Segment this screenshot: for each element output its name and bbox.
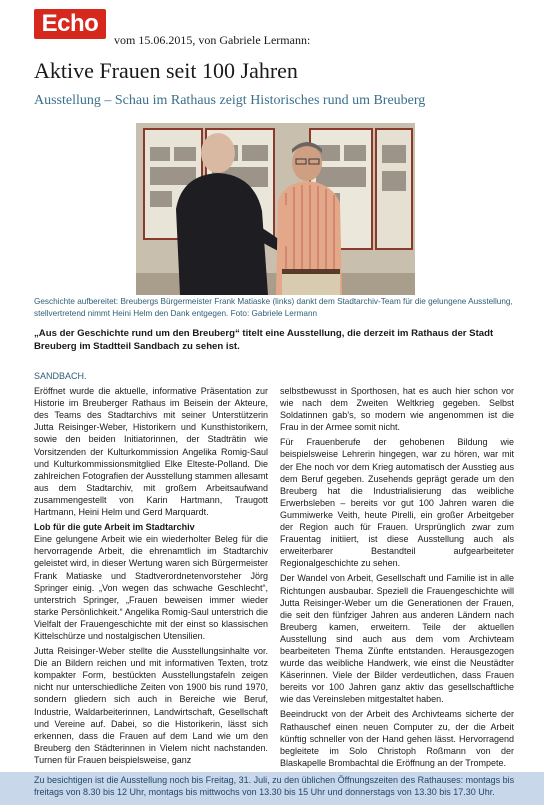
paragraph: Eröffnet wurde die aktuelle, informative Präsentation zur Historie im Breuberger Rathaus im Beisein der Akteure, des Teams des Stadtarchivs mit seiner Unterstützerin Jutta Reisinger-Weber, Historikern und Kunsthistorikern, sowie den beiden Initiatorinnen, der Stadträtin wie Vorsitzenden der Kulturkommission Angelika Romig-Saul und Kulturkommissionsmitglied Elke Elteste-Polland. Die zahlreichen Fotografien der Ausstellung stammen allesamt aus dem Stadtarchiv, mit großem Arbeitsaufwand zusammengestellt von Karin Hartmann, Traugott Hartmann, Heini Helm und Gerd Marquardt. (34, 386, 268, 518)
dateline: vom 15.06.2015, von Gabriele Lermann: (114, 33, 311, 47)
echo-logo: Echo (34, 9, 106, 39)
paragraph: selbstbewusst in Sporthosen, hat es auch hier schon vor wie nach dem Zweiten Weltkrieg gegeben. Selbst Soldatinnen gab’s, so modern wie angenommen ist die Frau in der Armee somit nicht. (280, 386, 514, 433)
article-intro: „Aus der Geschichte rund um den Breuberg“ titelt eine Ausstellung, die derzeit im Rathaus der Stadt Breuberg im Stadtteil Sandbach zu sehen ist. (34, 328, 494, 352)
paragraph: Der Wandel von Arbeit, Gesellschaft und Familie ist in alle Richtungen ausbaubar. Speziell die Frauengeschichte will Jutta Reisinger-Weber um die Generationen der Frauen, die seit den fünfziger Jahren aus anderen Ländern nach Breuberg kamen, erweitern. Teile der aktuellen Ausstellung sind auch aus dem vom Archivteam bearbeiteten Thema Zünfte entstanden. Herausgezogen wurde das weibliche Handwerk, wie einst die Neustädter Käserinnen. Viele der Bilder verdeutlichen, dass Frauen bereits vor 100 Jahren ganz aktiv das gesellschaftliche wie das Vereinsleben mitgestaltet haben. (280, 573, 514, 705)
article-column-left (34, 370, 268, 769)
article-column-right (280, 385, 514, 772)
article-headline: Aktive Frauen seit 100 Jahren (34, 58, 298, 83)
photo-caption: Geschichte aufbereitet: Breubergs Bürgermeister Frank Matiaske (links) dankt dem Stadtarchiv-Team für die gelungene Ausstellung, stellvertretend nimmt Heini Helm den Dank entgegen. Foto: Gabriele Lermann (34, 297, 513, 318)
section-heading: Lob für die gute Arbeit im Stadtarchiv (34, 522, 195, 533)
article-subheadline: Ausstellung – Schau im Rathaus zeigt Historisches rund um Breuberg (34, 93, 426, 108)
paragraph: Jutta Reisinger-Weber stellte die Ausstellungsinhalte vor. Die an Bildern reichen und mit informativen Texten, trotz kompakter Form, bestückten Ausstellungstafeln zeigen nicht nur unterschiedliche Zeiten von 1900 bis rund 1970, sondern gliedern sich auch in Bereiche wie Beruf, Industrie, Waldarbeiterinnen, Landwirtschaft, Gesellschaft und Vereine auf. Dabei, so die Historikerin, lässt sich erkennen, dass die Frauen auf dem Land wie um den Breuberg den Städterinnen in Vielem nicht nachstanden. Turnen für Frauen beispielsweise, ganz (34, 646, 268, 765)
article-photo (136, 123, 415, 295)
info-box-footer: Zu besichtigen ist die Ausstellung noch bis Freitag, 31. Juli, zu den üblichen Öffnungszeiten des Rathauses: montags bis freitags von 8.30 bis 12 Uhr, montags bis mittwochs von 13.30 bis 15 Uhr und donnerstags von 13.30 bis 17.30 Uhr. (0, 772, 544, 805)
paragraph: Eine gelungene Arbeit wie ein wiederholter Beleg für die hervorragende Arbeit, die ehrenamtlich im Stadtarchiv geleistet wird, in dieser Wertung waren sich Bürgermeister Frank Matiaske und Stadtverordnetenvorsteher Jörg Springer einig. „Von wegen das schwache Geschlecht“, unterstrich Springer, „Frauen beweisen immer wieder starke Persönlichkeit.“ Angelika Romig-Saul unterstrich die Vielfalt der Frauengeschichte mit der einst so klassischen Kittelschürze und nostalgischen Utensilien. (34, 534, 268, 641)
paragraph: Für Frauenberufe der gehobenen Bildung wie beispielsweise Lehrerin hingegen, war zu hören, war mit der Ehe noch vor dem Krieg automatisch der Ausstieg aus dem Beruf gegeben. Zusehends geprägt gerade um den Breuberg hat die Industrialisierung das weibliche Erwerbsleben – bereits vor gut 100 Jahren waren die Gummiwerke Veith, heute Pirelli, ein großer Arbeitgeber der Region auch für Frauen. Ursprünglich zwar zum Frauentag initiiert, ist diese Ausstellung auch als erweiterbarer Bestandteil aufgearbeiteter Regionalgeschichte zu sehen. (280, 437, 514, 569)
paragraph: Beeindruckt von der Arbeit des Archivteams sicherte der Rathauschef einen neuen Computer zu, der die Arbeit künftig schneller von der Hand gehen lässt. Hervorragend begleitete im Solo Christoph Roßmann von der Blaskapelle Brombachtal die Eröffnung an der Trompete. (280, 709, 514, 768)
dateline-city: SANDBACH. (34, 371, 87, 381)
